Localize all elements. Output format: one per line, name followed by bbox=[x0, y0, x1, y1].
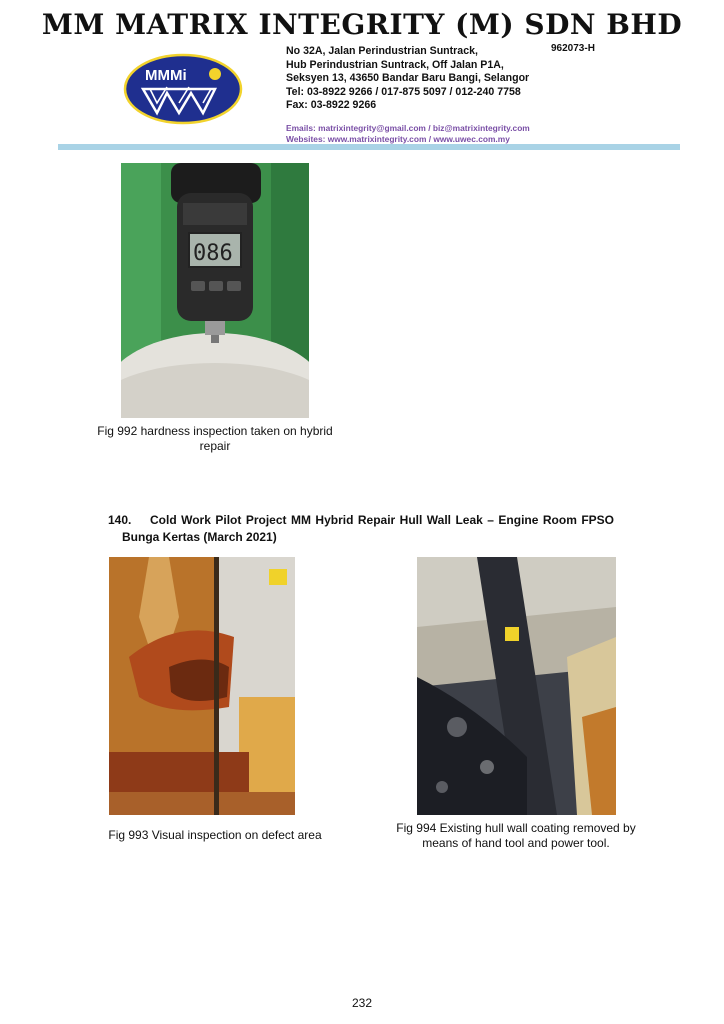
company-title: MM MATRIX INTEGRITY (M) SDN BHD bbox=[41, 8, 683, 41]
address-line: Fax: 03-8922 9266 bbox=[286, 99, 377, 112]
address-line: Seksyen 13, 43650 Bandar Baru Bangi, Selangor bbox=[286, 72, 530, 85]
fig993-photo bbox=[109, 557, 295, 815]
contact-info bbox=[286, 123, 530, 144]
caption-line: Fig 992 hardness inspection taken on hybrid bbox=[97, 424, 333, 438]
caption-line: Fig 994 Existing hull wall coating removed by bbox=[396, 821, 636, 835]
fig994-photo bbox=[417, 557, 616, 815]
section-title: Cold Work Pilot Project MM Hybrid Repair Hull Wall Leak – Engine Room FPSO bbox=[150, 513, 614, 527]
company-address bbox=[286, 45, 529, 113]
fig992-photo bbox=[121, 163, 309, 418]
address-line: Tel: 03-8922 9266 / 017-875 5097 / 012-240 7758 bbox=[286, 85, 521, 98]
header-divider bbox=[58, 144, 680, 150]
company-logo bbox=[123, 53, 243, 125]
fig993-caption: Fig 993 Visual inspection on defect area bbox=[108, 828, 322, 842]
fig992-caption bbox=[80, 424, 350, 454]
page-number: 232 bbox=[351, 996, 373, 1010]
address-line: No 32A, Jalan Perindustrian Suntrack, bbox=[286, 45, 478, 57]
gauge-reading: 086 bbox=[193, 241, 233, 266]
address-line: Hub Perindustrian Suntrack, Off Jalan P1A, bbox=[286, 58, 504, 71]
contact-emails: Emails: matrixintegrity@gmail.com / biz@matrixintegrity.com bbox=[286, 123, 530, 133]
section-title-continued: Bunga Kertas (March 2021) bbox=[122, 530, 277, 544]
contact-websites: Websites: www.matrixintegrity.com / www.uwec.com.my bbox=[286, 133, 510, 144]
caption-line: means of hand tool and power tool. bbox=[422, 836, 610, 850]
registration-number: 962073-H bbox=[551, 43, 595, 54]
fig994-caption bbox=[380, 821, 652, 851]
section-heading bbox=[108, 512, 614, 546]
caption-line: repair bbox=[199, 439, 231, 453]
section-number: 140. bbox=[108, 513, 132, 527]
logo-text: MMMi bbox=[145, 67, 187, 84]
